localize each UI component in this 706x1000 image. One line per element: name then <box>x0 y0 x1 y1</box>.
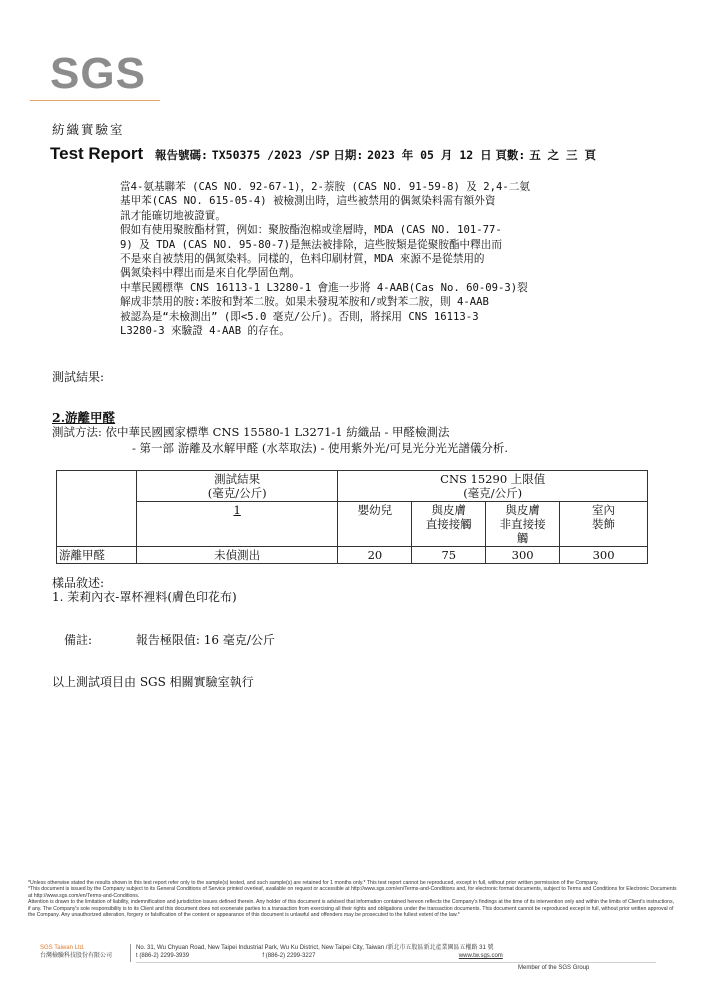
paragraph-line: 不是來自被禁用的偶氮染料。同樣的，色料印刷材質，MDA 來源不是從禁用的 <box>120 253 485 266</box>
sample-description-label: 樣品敘述: <box>52 576 105 590</box>
limit-header-1: CNS 15290 上限值 <box>440 472 546 486</box>
col-indirect-label-2: 非直接接 <box>499 517 546 531</box>
note <box>64 631 275 648</box>
note-label: 備註: <box>64 633 93 647</box>
result-header-2: (毫克/公斤) <box>207 486 267 500</box>
row-direct: 75 <box>412 547 486 564</box>
footer-line: *This document is issued by the Company subject to its General Conditions of Service printed overleaf, available on request or accessible at http://www.sgs.com/en/Terms-and-Conditions and, for electronic format documents, subject to Terms and Conditions for Electronic Documents at http://www.sgs.com/en/Terms-and-Conditions. <box>28 886 677 899</box>
col-indirect-label-1: 與皮膚 <box>505 503 540 517</box>
footer-rule <box>136 962 656 963</box>
table-header-row <box>57 471 648 502</box>
logo-text: SGS <box>50 49 146 98</box>
company-name-en: SGS Taiwan Ltd. <box>40 945 85 951</box>
member-text: Member of the SGS Group <box>518 965 590 971</box>
col-direct <box>412 502 486 547</box>
address-divider <box>130 944 131 962</box>
table-row <box>57 547 648 564</box>
col-indoor <box>560 502 648 547</box>
execution-statement: 以上測試項目由 SGS 相關實驗室執行 <box>52 675 254 689</box>
date-label: 日期: <box>333 148 364 162</box>
col-indoor-label-2: 裝飾 <box>592 517 616 531</box>
lab-name: 紡織實驗室 <box>52 122 125 137</box>
limit-header-2: (毫克/公斤) <box>463 486 523 500</box>
website-link[interactable]: www.tw.sgs.com <box>458 953 503 959</box>
report-no: TX50375 /2023 /SP <box>211 148 330 162</box>
col-infant-label: 嬰幼兒 <box>357 503 393 517</box>
paragraph-line: L3280-3 來驗證 4-AAB 的存在。 <box>120 325 290 338</box>
page-number: 五 之 三 頁 <box>529 148 596 162</box>
report-date: 2023 年 05 月 12 日 <box>367 148 492 162</box>
row-result: 未偵測出 <box>136 547 338 564</box>
legal-footer <box>28 880 678 918</box>
paragraph-line: 假如有使用聚胺酯材質，例如：聚胺酯泡棉或塗層時，MDA (CAS NO. 101-77- <box>120 224 502 237</box>
company-block <box>40 944 112 960</box>
paragraph-line: 9) 及 TDA (CAS NO. 95-80-7)是無法被排除，這些胺類是從聚胺酯中釋出而 <box>120 238 502 251</box>
row-indoor: 300 <box>560 547 648 564</box>
report-header <box>50 144 596 164</box>
address-block <box>136 944 503 960</box>
results-table <box>56 470 648 564</box>
table-subheader-row <box>57 502 648 547</box>
company-name-zh: 台灣檢驗科技股份有限公司 <box>40 953 113 959</box>
result-header-cell <box>136 471 338 502</box>
paragraph-line: 中華民國標準 CNS 16113-1 L3280-1 會進一步將 4-AAB(Cas No. 60-09-3)裂 <box>120 281 528 294</box>
col-indirect <box>486 502 560 547</box>
method-line-2: - 第一部 游離及水解甲醛 (水萃取法) - 使用紫外光/可見光分光光譜儀分析. <box>132 441 509 455</box>
row-indirect: 300 <box>486 547 560 564</box>
col-direct-label-1: 與皮膚 <box>431 503 467 517</box>
paragraph-line: 訊才能確切地被證實。 <box>120 209 226 222</box>
footer-line: *Unless otherwise stated the results shown in this test report refer only to the sample(s) tested, and such sample(s) are retained for 1 months only.* This test report cannot be reproduced, except in full, without prior written permission of the Company. <box>28 880 599 886</box>
method-label: 測試方法: <box>52 425 102 439</box>
paragraph-line: 偶氮染料中釋出而是來自化學固色劑。 <box>120 267 301 280</box>
telephone: t (886-2) 2299-3939 <box>136 953 190 959</box>
sgs-logo <box>50 49 146 104</box>
method-line-1: 依中華民國國家標準 CNS 15580-1 L3271-1 紡織品 - 甲醛檢測法 <box>105 425 450 439</box>
table-corner-cell <box>57 471 137 547</box>
col-direct-label-2: 直接接觸 <box>425 517 472 531</box>
report-title: Test Report <box>50 144 144 163</box>
report-no-label: 報告號碼: <box>155 148 208 162</box>
sample-item: 1. 茉莉內衣-罩杯裡料(膚色印花布) <box>52 590 237 604</box>
result-header-1: 測試結果 <box>214 472 261 486</box>
sample-number-cell <box>136 502 338 547</box>
paragraph-line: 基甲苯(CAS NO. 615-05-4) 被檢測出時，這些被禁用的偶氮染料需有額外資 <box>120 195 496 208</box>
col-indirect-label-3: 觸 <box>516 531 529 545</box>
row-label: 游離甲醛 <box>57 547 137 564</box>
limit-header-cell <box>338 471 648 502</box>
section-title: 2.游離甲醛 <box>52 410 116 425</box>
paragraph-line: 當4-氨基聯苯 (CAS NO. 92-67-1)，2-萘胺 (CAS NO. 91-59-8) 及 2,4-二氨 <box>120 181 530 193</box>
azo-note-paragraph <box>120 180 615 338</box>
fax: f (886-2) 2299-3227 <box>262 953 316 959</box>
sample-number: 1 <box>233 503 241 517</box>
logo-underline <box>30 100 160 101</box>
note-text: 報告極限值: 16 毫克/公斤 <box>135 633 275 647</box>
col-infant <box>338 502 412 547</box>
page-label: 頁數: <box>495 148 526 162</box>
test-method <box>52 424 508 456</box>
results-label: 測試結果: <box>52 370 105 384</box>
footer-line: Attention is drawn to the limitation of liability, indemnification and jurisdiction issues defined therein. Any holder of this document is advised that information contained hereon reflects the Company's findings at the time of its intervention only and within the limits of Client's instructions, if any. The Company's sole responsibility is to its Client and this document does not exonerate parties to a transaction from exercising all their rights and obligations under the transaction documents. This document cannot be reproduced except in full, without prior written approval of the Company. Any unauthorized alteration, forgery or falsification of the content or appearance of this document is unlawful and offenders may be prosecuted to the fullest extent of the law.* <box>28 899 675 919</box>
paragraph-line: 被認為是“未檢測出” (即<5.0 毫克/公斤)。否則，將採用 CNS 16113-3 <box>120 310 479 323</box>
row-infant: 20 <box>338 547 412 564</box>
address: No. 31, Wu Chyuan Road, New Taipei Industrial Park, Wu Ku District, New Taipei City, Taiwan /新北市五股區新北產業園區五權路 31 號 <box>136 945 494 951</box>
col-indoor-label-1: 室內 <box>592 503 616 517</box>
paragraph-line: 解成非禁用的胺:苯胺和對苯二胺。如果未發現苯胺和/或對苯二胺，則 4-AAB <box>120 296 489 309</box>
